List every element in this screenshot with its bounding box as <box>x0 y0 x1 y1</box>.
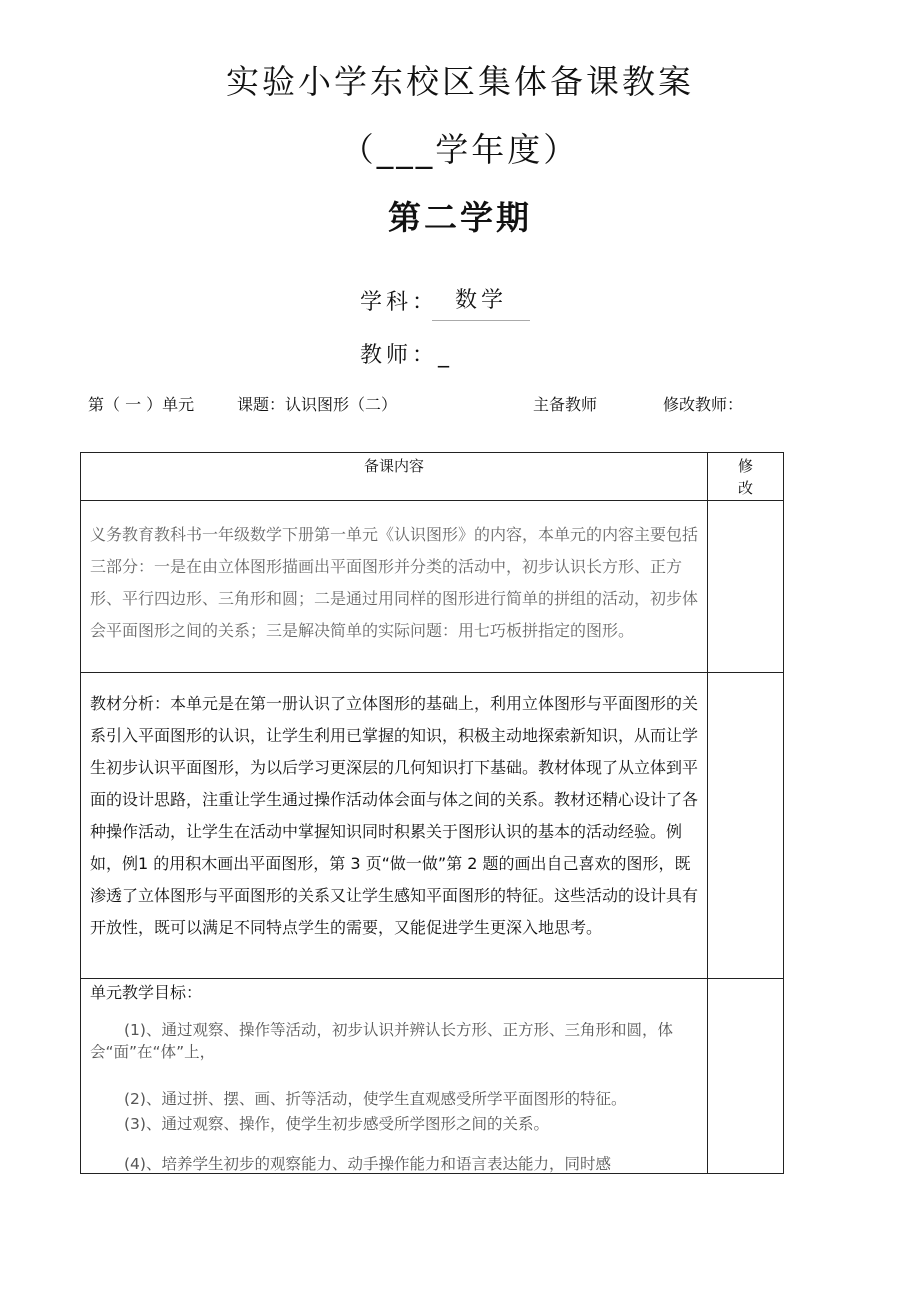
row-divider <box>81 500 783 501</box>
goals-title: 单元教学目标： <box>90 983 203 1002</box>
goal-item: (1)、通过观察、操作等活动，初步认识并辨认长方形、正方形、三角形和圆，体会“面”在“体”上， <box>90 1021 673 1061</box>
header-content: 备课内容 <box>363 457 424 475</box>
header-modify <box>708 455 783 499</box>
school-year: （___学年度） <box>340 130 580 169</box>
lesson-title: 课题：认识图形（二） <box>237 395 398 414</box>
column-divider <box>707 453 708 1173</box>
material-analysis: 教材分析：本单元是在第一册认识了立体图形的基础上，利用立体图形与平面图形的关系引入平面图形的认识，让学生利用已掌握的知识，积极主动地探索新知识，从而让学生初步认识平面图形，为以后学习更深层的几何知识打下基础。教材体现了从立体到平面的设计思路，注重让学生通过操作活动体会面与体之间的关系。教材还精心设计了各种操作活动，让学生在活动中掌握知识同时积累关于图形认识的基本的活动经验。例如，例1 的用积木画出平面图形，第 3 页“做一做”第 2 题的画出自己喜欢的图形，既渗透了立体图形与平面图形的关系又让学生感知平面图形的特征。这些活动的设计具有开放性，既可以满足不同特点学生的需要，又能促进学生更深入地思考。 <box>90 694 699 937</box>
goal-item: (2)、通过拼、摆、画、折等活动，使学生直观感受所学平面图形的特征。 <box>124 1090 627 1108</box>
subject-value: 数学 <box>432 283 530 321</box>
row-divider <box>81 672 783 673</box>
goal-item: (3)、通过观察、操作，使学生初步感受所学图形之间的关系。 <box>124 1115 549 1133</box>
lesson-plan-table <box>80 452 784 1174</box>
goal-item: (4)、培养学生初步的观察能力、动手操作能力和语言表达能力，同时感 <box>124 1155 611 1173</box>
unit-number: 第（ 一 ）单元 <box>88 395 195 414</box>
subject-label: 学科： <box>360 290 439 315</box>
revise-teacher-label: 修改教师： <box>663 395 744 414</box>
document-title: 实验小学东校区集体备课教案 <box>226 62 694 101</box>
term-title: 第二学期 <box>388 198 532 237</box>
header-modify-text: 修改 <box>737 457 753 497</box>
unit-intro: 义务教育教科书一年级数学下册第一单元《认识图形》的内容，本单元的内容主要包括三部分：一是在由立体图形描画出平面图形并分类的活动中，初步认识长方形、正方形、平行四边形、三角形和圆；二是通过用同样的图形进行简单的拼组的活动，初步体会平面图形之间的关系；三是解决简单的实际问题：用七巧板拼指定的图形。 <box>90 525 699 640</box>
row-divider <box>81 978 783 979</box>
main-teacher-label: 主备教师 <box>533 395 598 414</box>
teacher-label: 教师：_ <box>360 343 454 368</box>
